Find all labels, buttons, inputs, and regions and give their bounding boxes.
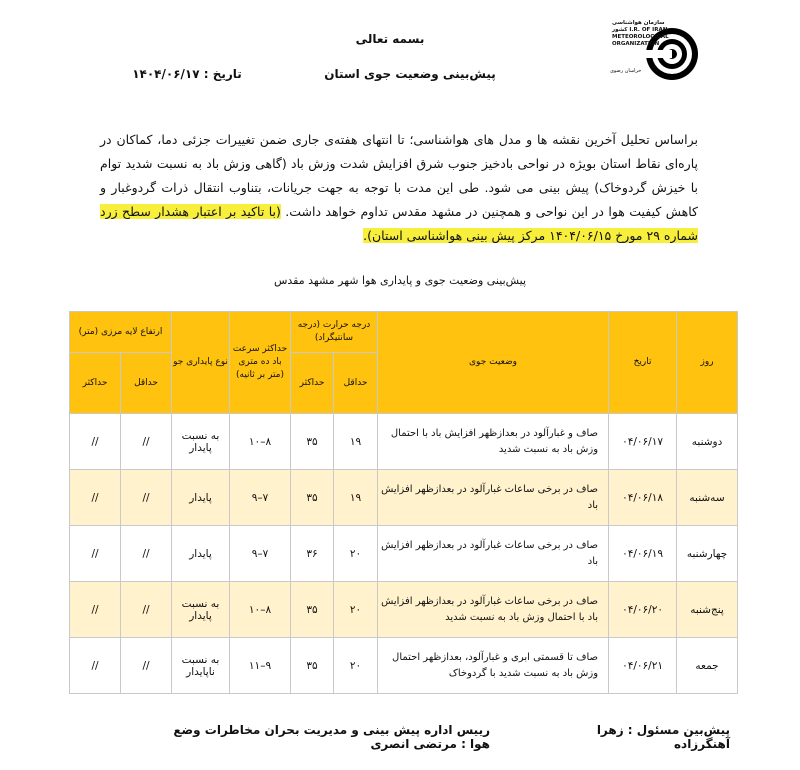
logo-text: سازمان هواشناسی کشور I.R. OF IRAN METEOROLOGICAL ORGANIZATION [612,20,669,47]
row-day: دوشنبه [677,414,738,470]
row-date: ۰۴/۰۶/۲۰ [609,582,677,638]
row-condition: صاف تا قسمتی ابری و غبارآلود، بعدازظهر احتمال وزش باد به نسبت شدید با گردوخاک [378,638,609,694]
header-temperature: درجه حرارت (درجه سانتیگراد) [291,312,378,353]
row-date: ۰۴/۰۶/۱۷ [609,414,677,470]
row-stability: پایدار [172,470,230,526]
row-temp-min: ۲۰ [334,582,378,638]
row-boundary-max: // [70,526,121,582]
row-stability: به نسبت پایدار [172,414,230,470]
table-row [70,582,738,638]
header-condition: وضعیت جوی [378,312,609,414]
row-date: ۰۴/۰۶/۱۹ [609,526,677,582]
row-boundary-max: // [70,582,121,638]
row-stability: به نسبت ناپایدار [172,638,230,694]
header-boundary-layer: ارتفاع لایه مرزی (متر) [70,312,172,353]
header-temp-max: حداکثر [291,353,334,414]
row-day: سه‌شنبه [677,470,738,526]
row-boundary-max: // [70,414,121,470]
department-head-signature: رییس اداره پیش بینی و مدیریت بحران مخاطرات وضع هوا : مرتضی انصری [173,723,490,751]
header-date: تاریخ [609,312,677,414]
row-wind: ۷–۹ [230,470,291,526]
header-day: روز [677,312,738,414]
row-temp-max: ۳۵ [291,638,334,694]
row-day: پنج‌شنبه [677,582,738,638]
row-boundary-min: // [121,470,172,526]
row-temp-max: ۳۶ [291,526,334,582]
bismillah-heading: بسمه تعالی [355,32,425,46]
row-boundary-min: // [121,638,172,694]
row-condition: صاف در برخی ساعات غبارآلود در بعدازظهر افزایش باد [378,526,609,582]
forecaster-signature: پیش‌بین مسئول : زهرا آهنگرزاده [596,723,730,751]
row-boundary-max: // [70,470,121,526]
row-stability: به نسبت پایدار [172,582,230,638]
header-wind: حداکثر سرعت باد ده متری (متر بر ثانیه) [230,312,291,414]
row-temp-max: ۳۵ [291,414,334,470]
row-boundary-min: // [121,414,172,470]
row-wind: ۸–۱۰ [230,414,291,470]
table-row [70,470,738,526]
row-temp-min: ۲۰ [334,526,378,582]
row-condition: صاف در برخی ساعات غبارآلود در بعدازظهر افزایش باد [378,470,609,526]
row-boundary-max: // [70,638,121,694]
row-date: ۰۴/۰۶/۲۱ [609,638,677,694]
row-date: ۰۴/۰۶/۱۸ [609,470,677,526]
row-temp-min: ۲۰ [334,638,378,694]
table-row [70,638,738,694]
row-wind: ۸–۱۰ [230,582,291,638]
row-temp-min: ۱۹ [334,414,378,470]
row-temp-max: ۳۵ [291,470,334,526]
paragraph-text: براساس تحلیل آخرین نقشه ها و مدل های هواشناسی؛ تا انتهای هفته‌ی جاری ضمن تغییرات جزئی دما، کماکان در پاره‌ای نقاط استان بویژه در نواحی بادخیز جنوب شرق افزایش شدت وزش باد (گاهی وزش باد به نسبت شدید توام با خیزش گردوخاک) پیش بینی می شود. طی این مدت با توجه به جهت جریانات، بتناوب انتقال ذرات گردوغبار و کاهش کیفیت هوا در این نواحی و همچنین در مشهد مقدس تداوم خواهد داشت. [100,132,699,219]
document-title: پیش‌بینی وضعیت جوی استان [324,67,496,81]
document-date: تاریخ : ۱۴۰۴/۰۶/۱۷ [132,67,242,81]
table-title: پیش‌بینی وضعیت جوی و پایداری هوا شهر مشهد مقدس [273,274,527,287]
row-wind: ۹–۱۱ [230,638,291,694]
header-stability: نوع پایداری جو [172,312,230,414]
row-boundary-min: // [121,582,172,638]
row-wind: ۷–۹ [230,526,291,582]
forecast-paragraph [100,128,698,248]
table-row [70,414,738,470]
header-temp-min: حداقل [334,353,378,414]
header-boundary-max: حداکثر [70,353,121,414]
row-stability: پایدار [172,526,230,582]
row-condition: صاف در برخی ساعات غبارآلود در بعدازظهر افزایش باد با احتمال وزش باد به نسبت شدید [378,582,609,638]
row-day: جمعه [677,638,738,694]
highlighted-warning-note: (با تاکید بر اعتبار هشدار سطح زرد شماره ۲۹ مورخ ۱۴۰۴/۰۶/۱۵ مرکز پیش بینی هواشناسی استان). [100,204,698,243]
row-temp-min: ۱۹ [334,470,378,526]
row-day: چهارشنبه [677,526,738,582]
row-boundary-min: // [121,526,172,582]
table-row [70,526,738,582]
row-temp-max: ۳۵ [291,582,334,638]
logo-subtext: خراسان رضوی [610,68,642,74]
forecast-table [69,311,738,694]
header-boundary-min: حداقل [121,353,172,414]
row-condition: صاف و غبارآلود در بعدازظهر افزایش باد با احتمال وزش باد به نسبت شدید [378,414,609,470]
